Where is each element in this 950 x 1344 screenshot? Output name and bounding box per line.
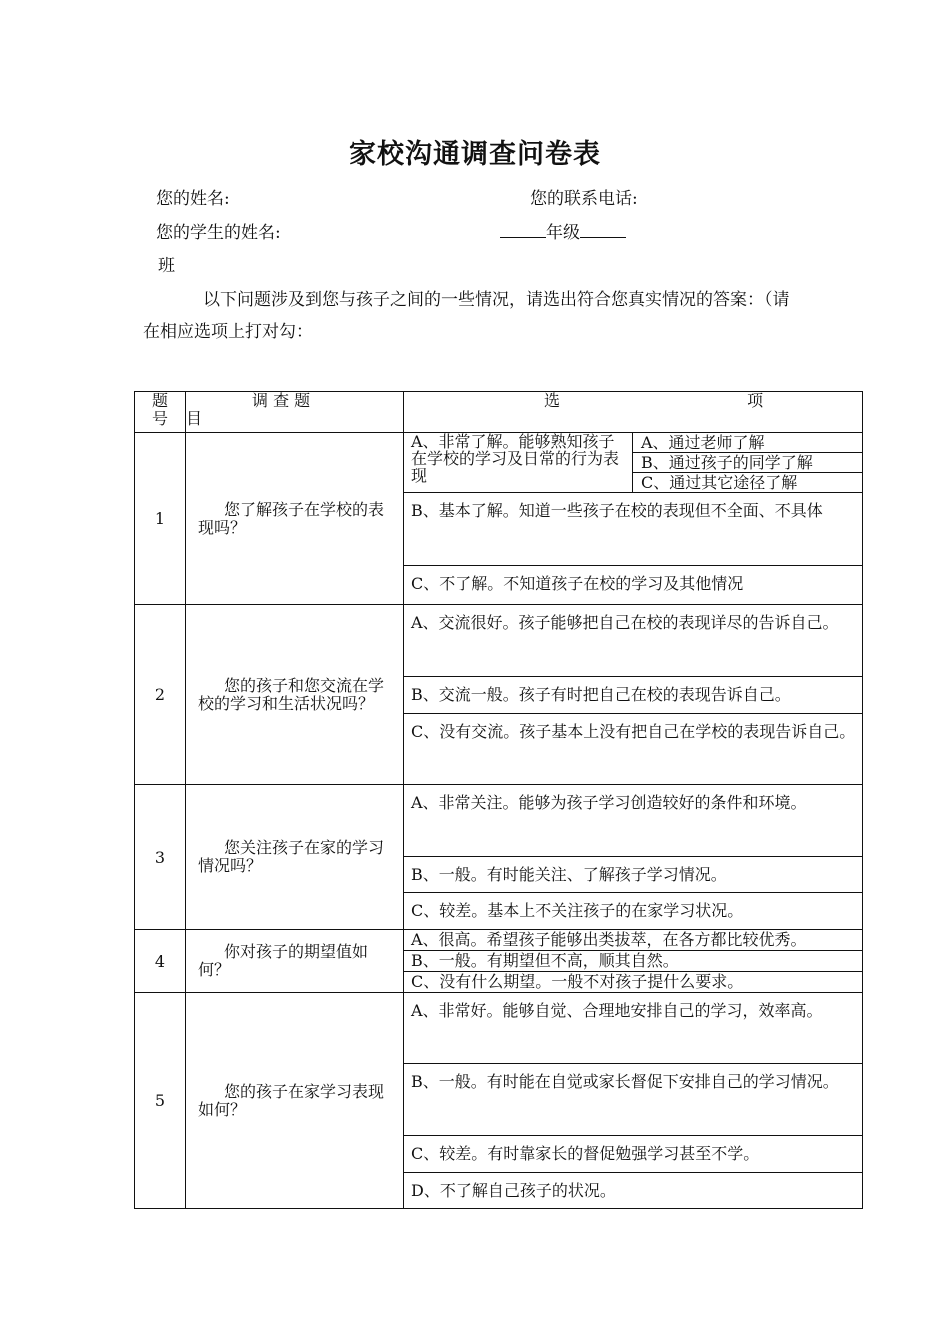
table-header-row — [135, 392, 863, 433]
option-c[interactable]: C、较差。有时靠家长的督促勉强学习甚至不学。 — [404, 1136, 862, 1173]
options-cell — [404, 433, 863, 605]
question-text: 您的孩子和您交流在学校的学习和生活状况吗？ — [186, 605, 404, 785]
option-b[interactable]: B、交流一般。孩子有时把自己在校的表现告诉自己。 — [404, 677, 862, 714]
options-cell — [404, 993, 863, 1209]
option-a[interactable]: A、非常好。能够自觉、合理地安排自己的学习，效率高。 — [404, 993, 862, 1064]
survey-table — [134, 391, 863, 1209]
option-b[interactable]: B、一般。有时能在自觉或家长督促下安排自己的学习情况。 — [404, 1064, 862, 1136]
question-number: 3 — [135, 785, 186, 930]
option-b[interactable]: B、一般。有时能关注、了解孩子学习情况。 — [404, 857, 862, 893]
grade-label: 年级 — [546, 223, 580, 243]
question-text: 您了解孩子在学校的表现吗？ — [186, 433, 404, 605]
option-c[interactable]: C、没有交流。孩子基本上没有把自己在学校的表现告诉自己。 — [411, 722, 856, 741]
question-text: 您的孩子在家学习表现如何？ — [186, 993, 404, 1209]
option-a-suboptions — [633, 433, 862, 492]
option-a[interactable]: A、非常关注。能够为孩子学习创造较好的条件和环境。 — [404, 785, 862, 857]
options-cell — [404, 930, 863, 993]
question-number: 4 — [135, 930, 186, 993]
table-row — [135, 433, 863, 605]
option-a[interactable]: A、很高。希望孩子能够出类拔萃，在各方都比较优秀。 — [404, 930, 862, 951]
option-b[interactable]: B、基本了解。知道一些孩子在校的表现但不全面、不具体 — [404, 493, 862, 566]
student-name-label: 您的学生的姓名: — [156, 223, 281, 243]
instruction-line-1: 以下问题涉及到您与孩子之间的一些情况，请选出符合您真实情况的答案：（请 — [203, 290, 790, 310]
class-blank — [580, 221, 626, 238]
question-number: 2 — [135, 605, 186, 785]
option-a[interactable]: A、交流很好。孩子能够把自己在校的表现详尽的告诉自己。 — [404, 605, 862, 677]
table-row — [135, 785, 863, 930]
instruction-line-2: 在相应选项上打对勾： — [143, 322, 313, 342]
class-label: 班 — [158, 256, 175, 276]
option-a[interactable]: A、非常了解。能够熟知孩子在学校的学习及日常的行为表现 — [404, 433, 633, 492]
option-c[interactable]: C、不了解。不知道孩子在校的学习及其他情况 — [411, 574, 744, 593]
phone-label: 您的联系电话: — [530, 189, 638, 209]
question-text: 您关注孩子在家的学习情况吗？ — [186, 785, 404, 930]
page-title: 家校沟通调查问卷表 — [349, 139, 601, 170]
option-b[interactable]: B、一般。有期望但不高，顺其自然。 — [404, 951, 862, 972]
header-question: 调 查 题 目 — [186, 392, 404, 433]
grade-class-field — [500, 218, 626, 243]
suboption-b[interactable]: B、通过孩子的同学了解 — [633, 453, 862, 473]
grade-blank — [500, 221, 546, 238]
question-text: 你对孩子的期望值如何？ — [186, 930, 404, 993]
table-row — [135, 605, 863, 785]
name-label: 您的姓名: — [156, 189, 230, 209]
table-row — [135, 993, 863, 1209]
option-c[interactable]: C、没有什么期望。一般不对孩子提什么要求。 — [411, 972, 744, 991]
suboption-c[interactable]: C、通过其它途径了解 — [641, 473, 798, 492]
option-c[interactable]: C、较差。基本上不关注孩子的在家学习状况。 — [411, 901, 744, 920]
options-cell — [404, 785, 863, 930]
option-d[interactable]: D、不了解自己孩子的状况。 — [411, 1181, 616, 1200]
suboption-a[interactable]: A、通过老师了解 — [633, 433, 862, 453]
options-cell — [404, 605, 863, 785]
header-number: 题 号 — [135, 392, 186, 433]
table-row — [135, 930, 863, 993]
header-options: 选 项 — [404, 392, 863, 433]
question-number: 1 — [135, 433, 186, 605]
question-number: 5 — [135, 993, 186, 1209]
option-a-group — [404, 433, 862, 493]
